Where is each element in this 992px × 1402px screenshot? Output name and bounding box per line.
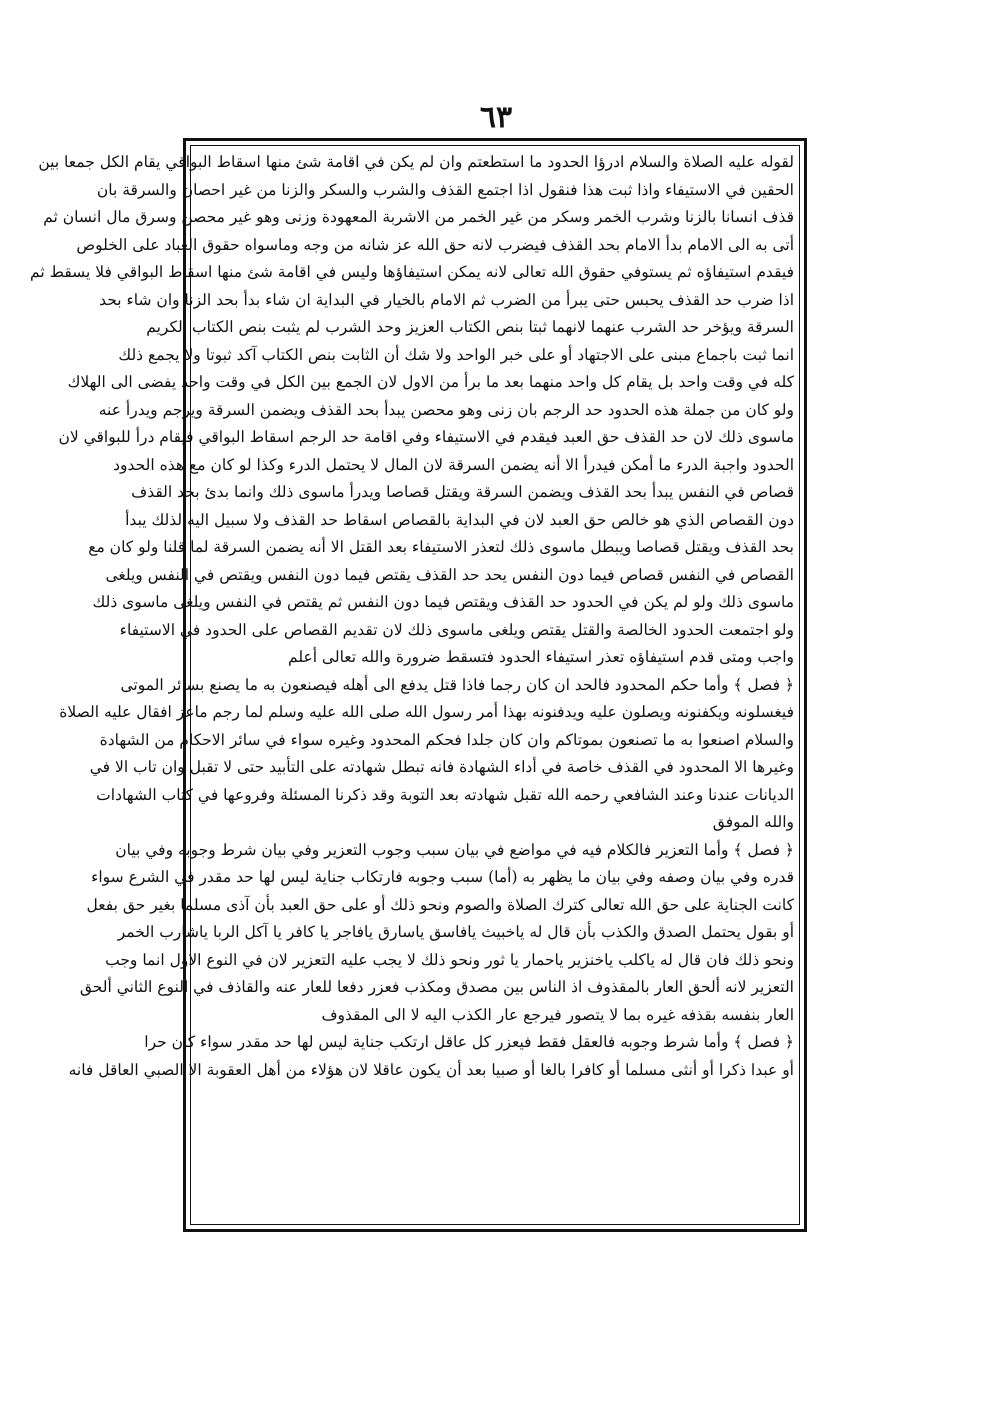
text-line: قصاص في النفس يبدأ بحد القذف ويضمن السرقة ويقتل قصاصا ويدرأ ماسوى ذلك وانما بدئ بحد القذف [131,483,794,501]
text-line: ماسوى ذلك لان حد القذف حق العبد فيقدم في الاستيفاء وفي اقامة حد الرجم اسقاط البواقي فيقام درأ للبواقي لان [58,428,794,446]
text-line: أو عبدا ذكرا أو أنثى مسلما أو كافرا بالغا أو صبيا بعد أن يكون عاقلا لان هؤلاء من أهل العقوبة الا الصبي العاقل فانه [68,1060,794,1079]
text-line: القصاص في النفس قصاص فيما دون النفس يحد حد القذف يقتص فيما دون النفس ويقتص في النفس ويلغى [105,565,794,584]
text-line: الحقين في الاستيفاء واذا ثبت هذا فنقول اذا اجتمع القذف والشرب والسكر والزنا من غير احصان والسرقة بان [96,180,794,199]
text-line: ونحو ذلك فان قال له ياكلب ياخنزير ياحمار يا ثور ونحو ذلك لا يجب عليه التعزير لان في النوع الاول انما وجب [105,950,794,969]
text-line: كله في وقت واحد بل يقام كل واحد منهما بعد ما برأ من الاول لان الجمع بين الكل في وقت واحد يفضى الى الهلاك [67,373,794,391]
text-line: بحد القذف ويقتل قصاصا ويبطل ماسوى ذلك لتعذر الاستيفاء بعد القتل الا أنه يضمن السرقة لما قلنا ولو كان مع [88,538,794,556]
section-heading-line: ﴿ فصل ﴾ وأما شرط وجوبه فالعقل فقط فيعزر كل عاقل ارتكب جناية ليس لها حد مقدر سواء كان حرا [144,1033,794,1051]
text-line: أو بقول يحتمل الصدق والكذب بأن قال له ياخبيث يافاسق ياسارق يافاجر يا كافر يا آكل الربا ياشارب الخمر [117,923,794,941]
page-number: ٦٣ [479,100,513,135]
text-line: انما ثبت باجماع مبنى على الاجتهاد أو على خبر الواحد ولا شك أن الثابت بنص الكتاب آكد ثبوتا ولا يجمع ذلك [118,345,794,364]
text-line: فيغسلونه ويكفنونه ويصلون عليه ويدفنونه بهذا أمر رسول الله صلى الله عليه وسلم لما رجم ماعز افقال عليه الصلاة [59,703,794,721]
text-line: واجب ومتى قدم استيفاؤه تعذر استيفاء الحدود فتسقط ضرورة والله تعالى أعلم [288,648,794,666]
text-body [30,149,794,1084]
text-line: لقوله عليه الصلاة والسلام ادرؤا الحدود ما استطعتم وان لم يكن في اقامة شئ منها اسقاط البواقي يقام الكل جمعا بين [38,153,794,171]
text-line: ولو اجتمعت الحدود الخالصة والقتل يقتص ويلغى ماسوى ذلك لان تقديم القصاص على الحدود في الاستيفاء [119,620,794,639]
text-line: العار بنفسه بقذفه غيره بما لا يتصور فيرجع عار الكذب اليه لا الى المقذوف [321,1005,794,1024]
text-line: وغيرها الا المحدود في القذف خاصة في أداء الشهادة فانه تبطل شهادته على التأبيد حتى لا تقبل وان تاب الا في [89,758,794,776]
text-line: والله الموفق [712,813,794,831]
text-line: التعزير لانه ألحق العار بالمقذوف اذ الناس بين مصدق ومكذب فعزر دفعا للعار عنه والقاذف في النوع الثاني ألحق [79,978,794,996]
text-line: أتى به الى الامام بدأ الامام بحد القذف فيضرب لانه حق الله عز شانه من وجه وماسواه حقوق العباد على الخلوص [76,235,794,254]
text-line: اذا ضرب حد القذف يحبس حتى يبرأ من الضرب ثم الامام بالخيار في البداية ان شاء بدأ بحد الزنا وان شاء بحد [99,290,794,309]
text-line: والسلام اصنعوا به ما تصنعون بموتاكم وان كان جلدا فحكم المحدود وغيره سواء في سائر الاحكام من الشهادة [99,730,794,749]
text-line: فيقدم استيفاؤه ثم يستوفي حقوق الله تعالى لانه يمكن استيفاؤها وليس في اقامة شئ منها اسقاط البواقي فلا يسقط ثم [30,263,794,281]
text-line: ولو كان من جملة هذه الحدود حد الرجم بان زنى وهو محصن يبدأ بحد القذف ويضمن السرقة ويرجم ويدرأ عنه [98,400,794,419]
section-heading-line: ﴿ فصل ﴾ وأما حكم المحدود فالحد ان كان رجما فاذا قتل يدفع الى أهله فيصنعون به ما يصنع بسائر الموتى [120,675,794,694]
text-line: دون القصاص الذي هو خالص حق العبد لان في البداية بالقصاص اسقاط حد القذف ولا سبيل اليه لذلك يبدأ [125,510,794,529]
text-line: كانت الجناية على حق الله تعالى كترك الصلاة والصوم ونحو ذلك أو على حق العبد بأن آذى مسلما بغير حق بفعل [86,895,794,914]
text-line: السرقة ويؤخر حد الشرب عنهما لانهما ثبتا بنص الكتاب العزيز وحد الشرب لم يثبت بنص الكتاب الكريم [146,318,794,336]
text-line: قدره وفي بيان وصفه وفي بيان ما يظهر به (أما) سبب وجوبه فارتكاب جناية ليس لها حد مقدر في الشرع سواء [91,868,794,886]
text-line: قذف انسانا بالزنا وشرب الخمر وسكر من غير الخمر من الاشربة المعهودة وزنى وهو غير محصن وسرق مال انسان ثم [43,208,794,226]
text-line: الحدود واجبة الدرء ما أمكن فيدرأ الا أنه يضمن السرقة لان المال لا يحتمل الدرء وكذا لو كان مع هذه الحدود [113,455,794,474]
section-heading-line: ﴿ فصل ﴾ وأما التعزير فالكلام فيه في مواضع في بيان سبب وجوب التعزير وفي بيان شرط وجوبه وفي بيان [115,840,794,859]
page-frame [30,138,807,1232]
text-line: الديانات عندنا وعند الشافعي رحمه الله تقبل شهادته بعد التوبة وقد ذكرنا المسئلة وفروعها في كتاب الشهادات [96,785,794,804]
text-line: ماسوى ذلك ولو لم يكن في الحدود حد القذف ويقتص فيما دون النفس ثم يقتص في النفس ويلغى ماسوى ذلك [92,593,794,611]
